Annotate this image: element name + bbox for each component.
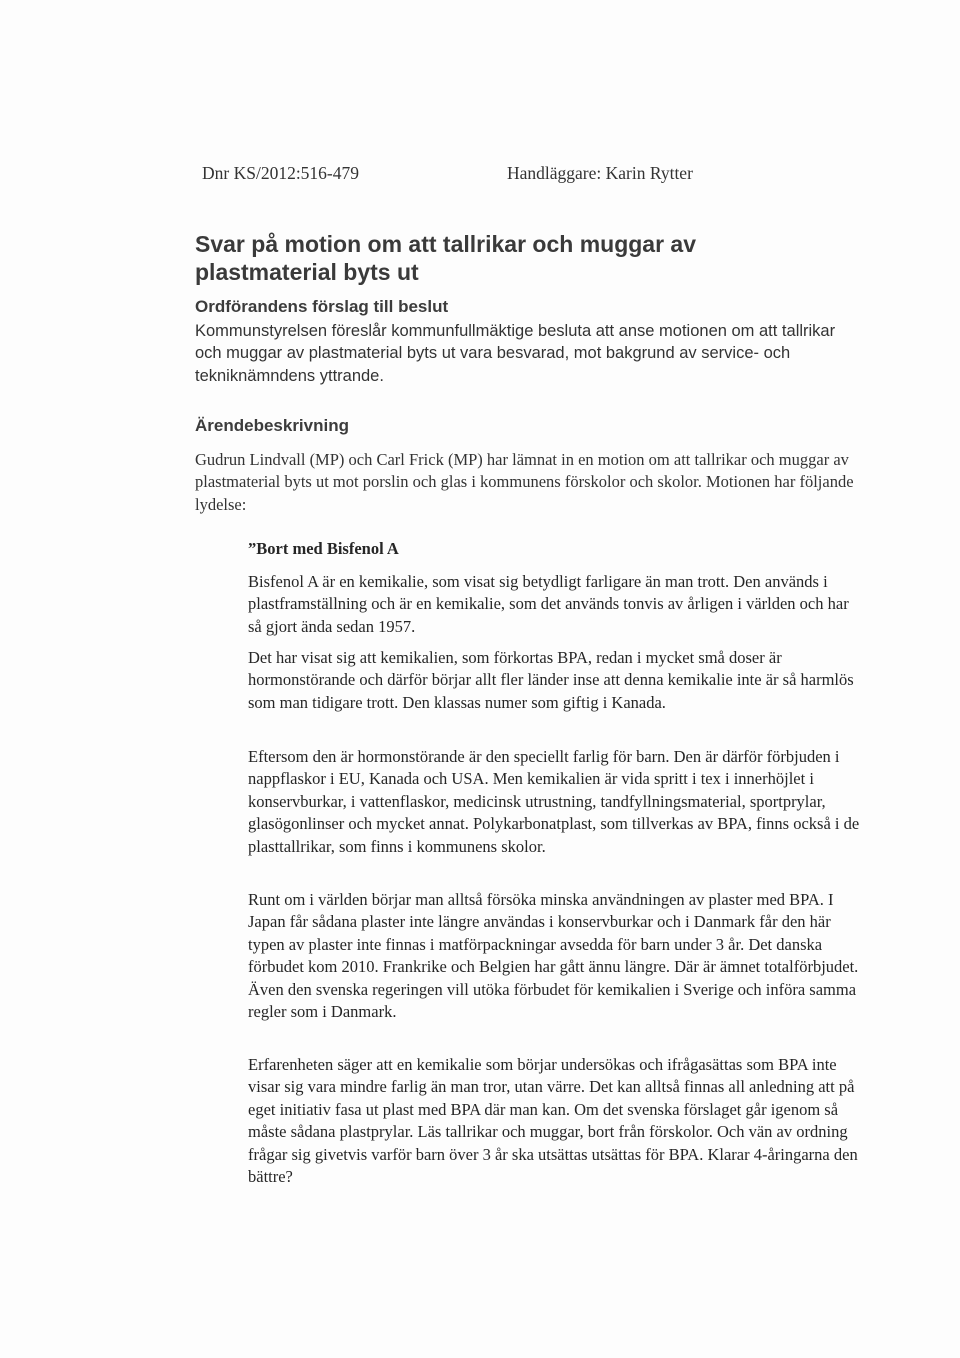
case-description-text: Gudrun Lindvall (MP) och Carl Frick (MP) har lämnat in en motion om att tallrikar och muggar av plastmaterial byts ut mot porslin och glas i kommunens förskolor och skolor. Motionen har följande lydelse: (195, 450, 854, 514)
motion-paragraph: Bisfenol A är en kemikalie, som visat sig betydligt farligare än man trott. Den används i plastframställning och är en kemikalie, som det används tonvis av årligen i världen och har så gjort ända sedan 1957. (248, 572, 849, 636)
proposal-text: Kommunstyrelsen föreslår kommunfullmäktige besluta att anse motionen om att tallrikar och muggar av plastmaterial byts ut vara besvarad, mot bakgrund av service- och tekniknämndens yttrande. (195, 322, 836, 385)
motion-paragraph: Runt om i världen börjar man alltså försöka minska användningen av plaster med BPA. I Japan får sådana plaster inte längre användas i konservburkar och i Danmark får den här typen av plaster inte finnas i matförpackningar avsedda för barn under 3 år. Det danska förbudet kom 2010. Frankrike och Belgien har gått ännu längre. Där är ämnet totalförbjudet. Även den svenska regeringen vill utöka förbudet för kemikalien i Sverige och införa samma regler som i Danmark. (248, 890, 859, 1022)
motion-paragraph: Erfarenheten säger att en kemikalie som börjar undersökas och ifrågasättas som BPA inte visar sig vara mindre farlig än man tror, utan värre. Det kan alltså finnas all anledning att på eget initiativ fasa ut plast med BPA där man kan. Om det svenska förslaget går igenom så måste sådana plastprylar. Läs tallrikar och muggar, bort från förskolor. Och vän av ordning frågar sig givetvis varför barn över 3 år ska utsättas utsättas för BPA. Klarar 4-åringarna den bättre? (248, 1055, 858, 1187)
case-officer: Handläggare: Karin Rytter (507, 163, 693, 183)
motion-heading: ”Bort med Bisfenol A (248, 539, 399, 558)
motion-paragraph: Eftersom den är hormonstörande är den speciellt farlig för barn. Den är därför förbjuden i nappflaskor i EU, Kanada och USA. Men kemikalien är vida spritt i tex i innerhöjlet i konservburkar, i vattenflaskor, medicinsk utrustning, tandfyllningsmaterial, sportprylar, glasögonlinser och mycket annat. Polykarbonatplast, som tillverkas av BPA, finns också i de plasttallrikar, som finns i kommunens skolor. (248, 747, 860, 856)
section-heading-proposal: Ordförandens förslag till beslut (195, 297, 449, 316)
diary-number: Dnr KS/2012:516-479 (202, 163, 360, 183)
document-title: Svar på motion om att tallrikar och muggar av plastmaterial byts ut (195, 231, 697, 285)
motion-paragraph: Det har visat sig att kemikalien, som förkortas BPA, redan i mycket små doser är hormonstörande och därför börjar allt fler länder inse att denna kemikalie inte är så harmlös som man tidigare trott. Den klassas numer som giftig i Kanada. (248, 648, 854, 712)
section-heading-case-description: Ärendebeskrivning (195, 416, 349, 435)
